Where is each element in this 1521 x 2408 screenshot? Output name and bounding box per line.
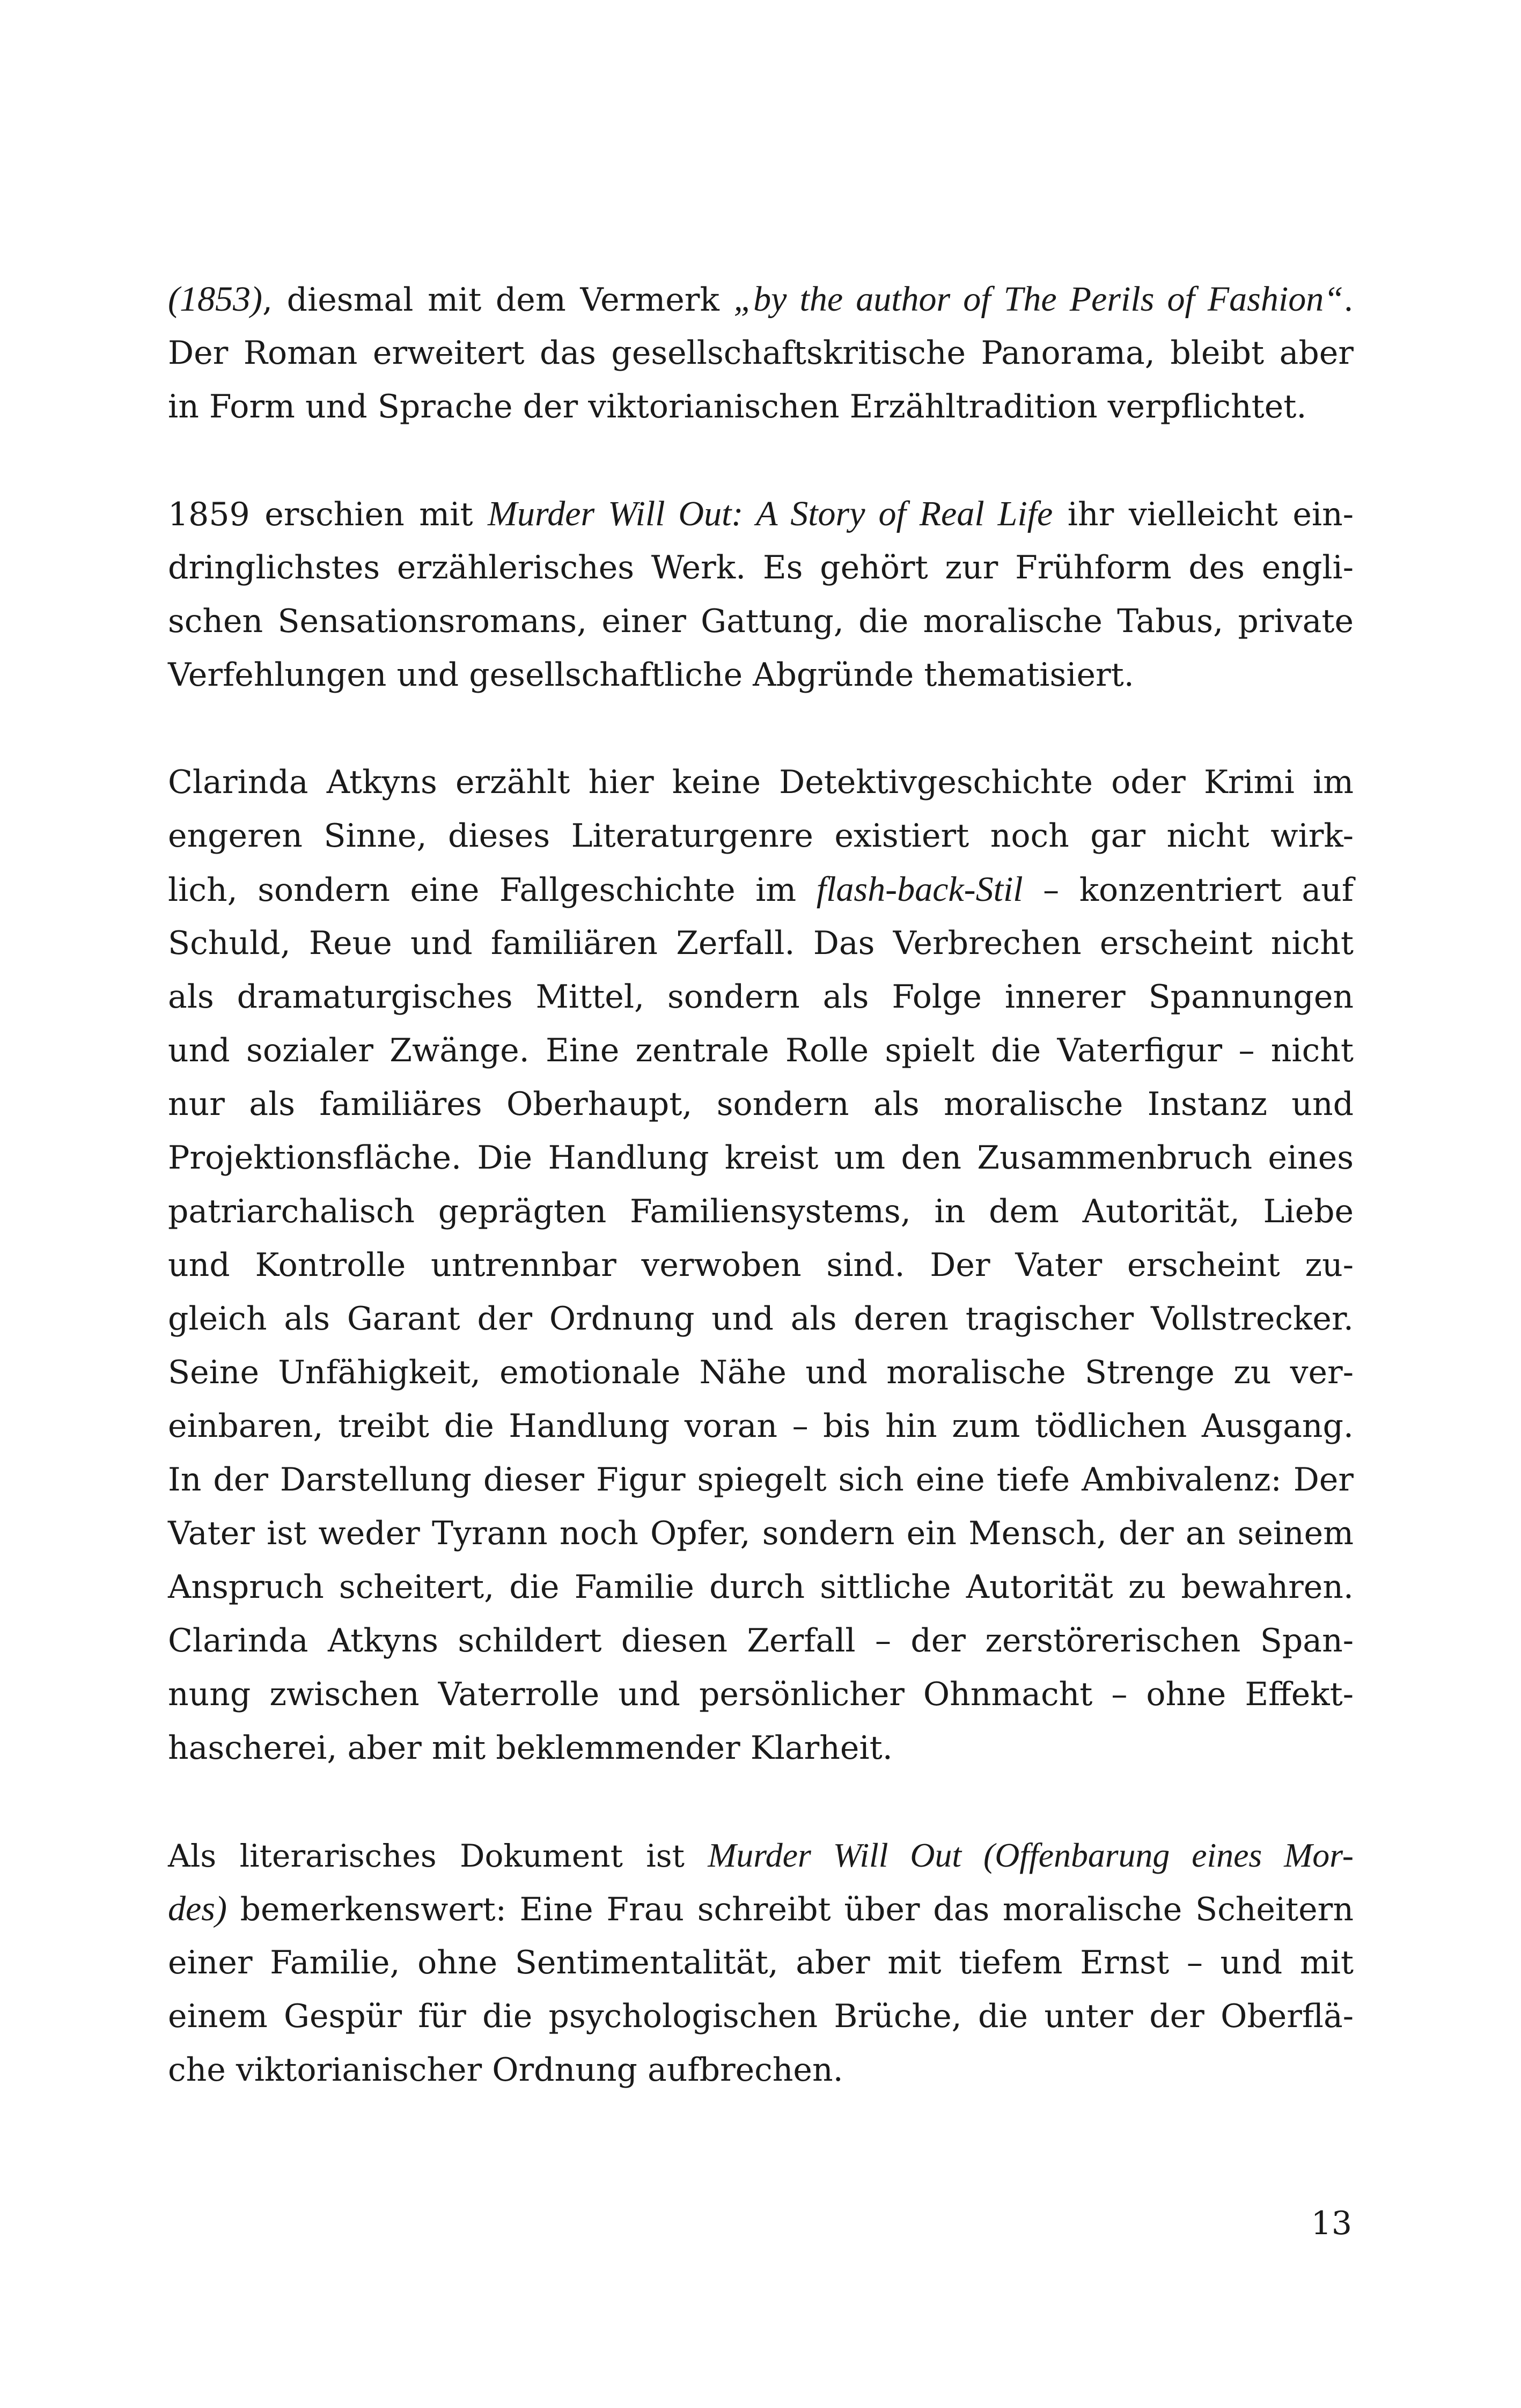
italic-text: (1853) [168, 280, 262, 319]
text-line [168, 1131, 1354, 1185]
text-run: Verfehlungen und gesellschaftliche Abgründe thematisiert. [168, 656, 1134, 694]
text-line [168, 1936, 1354, 1989]
text-line [168, 273, 1354, 326]
text-run: Anspruch scheitert, die Familie durch sittliche Autorität zu bewahren. [168, 1568, 1354, 1606]
text-line [168, 1989, 1354, 2043]
text-run: Schuld, Reue und familiären Zerfall. Das Verbrechen erscheint nicht [168, 924, 1354, 962]
text-run: als dramaturgisches Mittel, sondern als Folge innerer Spannungen [168, 978, 1354, 1016]
text-line [168, 1292, 1354, 1346]
text-line [168, 2043, 1354, 2097]
text-line [168, 648, 1354, 702]
paragraph [168, 273, 1354, 434]
text-run: und sozialer Zwänge. Eine zentrale Rolle spielt die Vaterfigur – nicht [168, 1032, 1354, 1069]
text-line [168, 1507, 1354, 1560]
text-run: bemerkenswert: Eine Frau schreibt über das moralische Scheitern [226, 1891, 1354, 1928]
text-line [168, 1721, 1354, 1775]
text-line [168, 326, 1354, 380]
text-run: Vater ist weder Tyrann noch Opfer, sondern ein Mensch, der an seinem [168, 1515, 1354, 1552]
text-run: dringlichstes erzählerisches Werk. Es gehört zur Frühform des engli- [168, 549, 1354, 586]
text-run: Clarinda Atkyns schildert diesen Zerfall – der zerstörerischen Span- [168, 1622, 1354, 1660]
text-run: , diesmal mit dem Vermerk [262, 281, 734, 319]
body-text [168, 273, 1354, 2097]
text-run: – konzentriert auf [1023, 871, 1354, 909]
text-line [168, 541, 1354, 594]
text-line [168, 380, 1354, 434]
text-run: nung zwischen Vaterrolle und persönlicher Ohnmacht – ohne Effekt- [168, 1676, 1354, 1713]
text-line [168, 916, 1354, 970]
text-run: patriarchalisch geprägten Familiensystems, in dem Autorität, Liebe [168, 1193, 1354, 1230]
text-run: einbaren, treibt die Handlung voran – bis hin zum tödlichen Ausgang. [168, 1407, 1354, 1445]
text-run: . [1343, 281, 1354, 319]
paragraph [168, 755, 1354, 1775]
text-run: einem Gespür für die psychologischen Brüche, die unter der Oberflä- [168, 1998, 1354, 2035]
text-run: in Form und Sprache der viktorianischen Erzähltradition verpflichtet. [168, 388, 1307, 425]
text-run: lich, sondern eine Fallgeschichte im [168, 871, 817, 909]
italic-text: flash-back-Stil [816, 870, 1023, 909]
italic-text: des) [168, 1889, 227, 1928]
text-run: 1859 erschien mit [168, 496, 488, 533]
paragraph [168, 487, 1354, 702]
text-run: Projektionsfläche. Die Handlung kreist um den Zusammenbruch eines [168, 1139, 1354, 1177]
paragraph-gap [168, 434, 1354, 487]
text-line [168, 1614, 1354, 1668]
text-line [168, 1560, 1354, 1614]
text-line [168, 1668, 1354, 1721]
text-run: schen Sensationsromans, einer Gattung, die moralische Tabus, private [168, 603, 1354, 640]
text-run: und Kontrolle untrennbar verwoben sind. Der Vater erscheint zu- [168, 1246, 1354, 1284]
paragraph-gap [168, 702, 1354, 755]
paragraph [168, 1829, 1354, 2097]
text-line [168, 487, 1354, 541]
text-line [168, 755, 1354, 809]
text-run: nur als familiäres Oberhaupt, sondern als moralische Instanz und [168, 1085, 1354, 1123]
text-run: Als literarisches Dokument ist [168, 1838, 708, 1874]
text-run: einer Familie, ohne Sentimentalität, aber mit tiefem Ernst – und mit [168, 1944, 1354, 1981]
page-number: 13 [1311, 2205, 1352, 2242]
text-run: In der Darstellung dieser Figur spiegelt sich eine tiefe Ambivalenz: Der [168, 1461, 1354, 1499]
text-line [168, 970, 1354, 1024]
italic-text: Murder Will Out (Offenbarung eines Mor- [708, 1836, 1354, 1874]
text-run: ihr vielleicht ein- [1053, 496, 1354, 533]
text-line [168, 1346, 1354, 1399]
text-line [168, 1829, 1354, 1882]
text-run: gleich als Garant der Ordnung und als deren tragischer Vollstrecker. [168, 1300, 1354, 1338]
text-run: Der Roman erweitert das gesellschaftskritische Panorama, bleibt aber [168, 334, 1354, 372]
text-line [168, 1024, 1354, 1077]
italic-text: Murder Will Out: A Story of Real Life [488, 494, 1053, 533]
text-run: Clarinda Atkyns erzählt hier keine Detektivgeschichte oder Krimi im [168, 763, 1354, 801]
text-run: engeren Sinne, dieses Literaturgenre existiert noch gar nicht wirk- [168, 817, 1354, 855]
text-line [168, 1399, 1354, 1453]
text-line [168, 1185, 1354, 1238]
text-line [168, 863, 1354, 916]
text-line [168, 1882, 1354, 1936]
text-line [168, 594, 1354, 648]
text-line [168, 1238, 1354, 1292]
text-run: Seine Unfähigkeit, emotionale Nähe und moralische Strenge zu ver- [168, 1354, 1354, 1391]
text-line [168, 809, 1354, 863]
italic-text: „by the author of The Perils of Fashion“ [733, 280, 1343, 319]
text-run: che viktorianischer Ordnung aufbrechen. [168, 2051, 843, 2089]
text-line [168, 1077, 1354, 1131]
text-run: hascherei, aber mit beklemmender Klarheit. [168, 1729, 893, 1767]
paragraph-gap [168, 1775, 1354, 1829]
text-line [168, 1453, 1354, 1507]
